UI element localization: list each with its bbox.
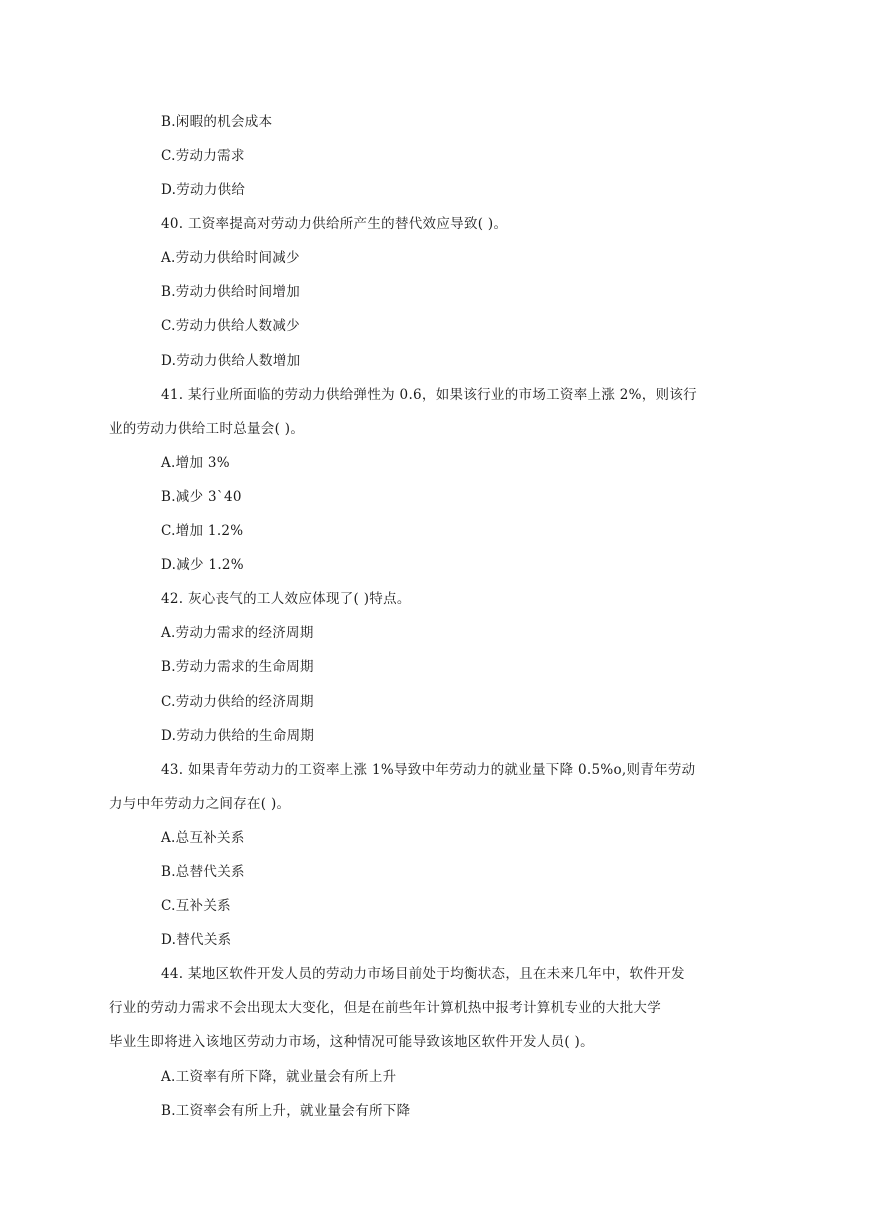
option-40-b: B.劳动力供给时间增加 [161, 284, 301, 300]
option-39-b: B.闲暇的机会成本 [161, 114, 273, 130]
option-42-b: B.劳动力需求的生命周期 [161, 659, 314, 675]
question-43-cont: 力与中年劳动力之间存在( )。 [109, 796, 291, 812]
option-41-d: D.减少 1.2% [161, 557, 244, 573]
option-43-b: B.总替代关系 [161, 864, 245, 880]
option-39-c: C.劳动力需求 [161, 148, 245, 164]
option-44-a: A.工资率有所下降，就业量会有所上升 [161, 1069, 397, 1085]
option-42-a: A.劳动力需求的经济周期 [161, 625, 314, 641]
option-44-b: B.工资率会有所上升，就业量会有所下降 [161, 1103, 411, 1119]
question-40: 40. 工资率提高对劳动力供给所产生的替代效应导致( )。 [161, 216, 508, 232]
option-43-d: D.替代关系 [161, 932, 232, 948]
option-40-d: D.劳动力供给人数增加 [161, 353, 301, 369]
option-41-b: B.减少 3`40 [161, 489, 242, 505]
question-41: 41. 某行业所面临的劳动力供给弹性为 0.6，如果该行业的市场工资率上涨 2%，则该行 [161, 387, 697, 403]
option-43-a: A.总互补关系 [161, 830, 245, 846]
question-43: 43. 如果青年劳动力的工资率上涨 1%导致中年劳动力的就业量下降 0.5%o,则青年劳动 [161, 762, 696, 778]
question-42: 42. 灰心丧气的工人效应体现了( )特点。 [161, 591, 411, 607]
question-44: 44. 某地区软件开发人员的劳动力市场目前处于均衡状态，且在未来几年中，软件开发 [161, 966, 685, 982]
option-42-d: D.劳动力供给的生命周期 [161, 728, 315, 744]
option-42-c: C.劳动力供给的经济周期 [161, 694, 314, 710]
question-44-cont-1: 行业的劳动力需求不会出现太大变化，但是在前些年计算机热中报考计算机专业的大批大学 [109, 1000, 661, 1016]
option-41-c: C.增加 1.2% [161, 523, 244, 539]
question-44-cont-2: 毕业生即将进入该地区劳动力市场，这种情况可能导致该地区软件开发人员( )。 [109, 1034, 594, 1050]
option-40-c: C.劳动力供给人数减少 [161, 318, 300, 334]
option-41-a: A.增加 3% [161, 455, 230, 471]
option-40-a: A.劳动力供给时间减少 [161, 250, 300, 266]
question-41-cont: 业的劳动力供给工时总量会( )。 [109, 421, 305, 437]
option-43-c: C.互补关系 [161, 898, 231, 914]
option-39-d: D.劳动力供给 [161, 182, 246, 198]
